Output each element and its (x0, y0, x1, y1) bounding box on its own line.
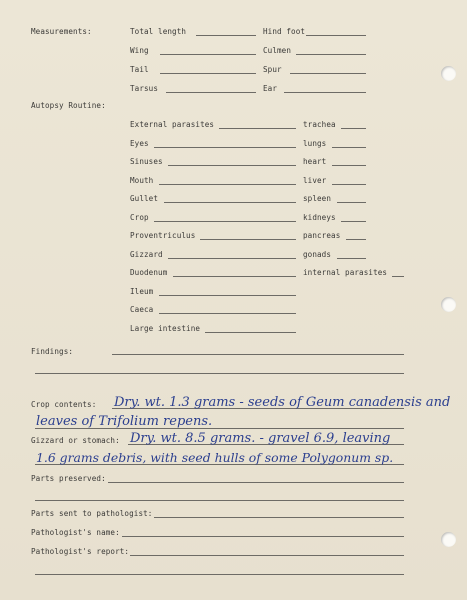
pathologist-name-label: Pathologist's name: (31, 528, 120, 537)
measurements-header: Measurements: (31, 27, 92, 36)
autopsy-left-label: Large intestine (130, 323, 201, 333)
crop-handwriting-1: Dry. wt. 1.3 grams - seeds of Geum canadensis and (114, 395, 451, 410)
autopsy-right-line (332, 147, 366, 148)
line-ear (284, 92, 366, 93)
autopsy-left-label: Caeca (130, 305, 154, 314)
autopsy-right-label: heart (303, 157, 327, 166)
autopsy-right-label: gonads (303, 249, 332, 259)
gizzard-label: Gizzard or stomach: (31, 436, 120, 445)
label-tail: Tail (130, 65, 149, 74)
label-tarsus: Tarsus (130, 84, 159, 93)
autopsy-left-label: Crop (130, 212, 149, 222)
autopsy-left-label: Eyes (130, 138, 149, 148)
autopsy-right-label: internal parasites (303, 268, 388, 277)
crop-label: Crop contents: (31, 400, 97, 409)
autopsy-left-line (159, 313, 296, 314)
autopsy-right-label: lungs (303, 138, 327, 148)
autopsy-right-label: trachea (303, 120, 336, 129)
line-tarsus (166, 92, 256, 93)
crop-handwriting-2: leaves of Trifolium repens. (36, 414, 213, 429)
autopsy-right-label: liver (303, 175, 327, 185)
autopsy-right-label: kidneys (303, 212, 336, 222)
binder-hole-middle (441, 297, 456, 312)
line-spur (290, 73, 366, 74)
label-culmen: Culmen (263, 46, 292, 55)
autopsy-left-line (168, 165, 296, 166)
label-ear: Ear (263, 84, 278, 93)
line-culmen (296, 54, 366, 55)
parts-sent-line (154, 517, 404, 518)
autopsy-right-label: spleen (303, 194, 332, 203)
autopsy-right-label: pancreas (303, 231, 341, 240)
line-wing (160, 54, 256, 55)
pathologist-name-line (122, 536, 404, 537)
autopsy-left-label: Mouth (130, 175, 154, 185)
autopsy-right-line (332, 184, 366, 185)
autopsy-left-label: Sinuses (130, 157, 163, 166)
parts-preserved-label: Parts preserved: (31, 474, 106, 483)
autopsy-right-line (346, 239, 366, 240)
autopsy-left-line (159, 295, 296, 296)
autopsy-right-line (332, 165, 366, 166)
line-total-length (196, 35, 256, 36)
pathologist-report-line-2 (35, 574, 404, 575)
autopsy-left-label: Gullet (130, 194, 159, 203)
label-total-length: Total length (130, 27, 187, 36)
parts-preserved-line (108, 482, 404, 483)
autopsy-right-line (341, 128, 366, 129)
line-tail (160, 73, 256, 74)
findings-line-1 (112, 354, 404, 355)
autopsy-left-line (159, 184, 296, 185)
autopsy-right-line (337, 202, 366, 203)
autopsy-left-label: Proventriculus (130, 231, 196, 240)
autopsy-left-line (205, 332, 296, 333)
gizzard-handwriting-1: Dry. wt. 8.5 grams. - gravel 6.9, leaving (130, 431, 391, 446)
autopsy-right-line (337, 258, 366, 259)
autopsy-header: Autopsy Routine: (31, 101, 106, 110)
binder-hole-top (441, 66, 456, 81)
label-hind-foot: Hind foot (263, 27, 306, 36)
autopsy-left-label: External parasites (130, 120, 215, 129)
autopsy-left-line (200, 239, 296, 240)
autopsy-right-line (392, 276, 404, 277)
autopsy-left-label: Gizzard (130, 249, 163, 259)
line-hind-foot (306, 35, 366, 36)
findings-label: Findings: (31, 347, 74, 356)
pathologist-report-label: Pathologist's report: (31, 547, 130, 556)
autopsy-left-line (168, 258, 296, 259)
autopsy-left-line (154, 147, 296, 148)
autopsy-left-line (173, 276, 296, 277)
autopsy-left-line (164, 202, 296, 203)
binder-hole-bottom (441, 532, 456, 547)
autopsy-left-label: Duodenum (130, 268, 168, 277)
findings-line-2 (35, 373, 404, 374)
pathologist-report-line (130, 555, 404, 556)
autopsy-left-line (219, 128, 296, 129)
parts-sent-label: Parts sent to pathologist: (31, 509, 153, 518)
parts-preserved-line-2 (35, 500, 404, 501)
autopsy-left-label: Ileum (130, 286, 154, 296)
autopsy-right-line (341, 221, 366, 222)
label-spur: Spur (263, 65, 282, 74)
autopsy-left-line (154, 221, 296, 222)
label-wing: Wing (130, 46, 149, 55)
gizzard-handwriting-2: 1.6 grams debris, with seed hulls of some Polygonum sp. (36, 450, 394, 465)
